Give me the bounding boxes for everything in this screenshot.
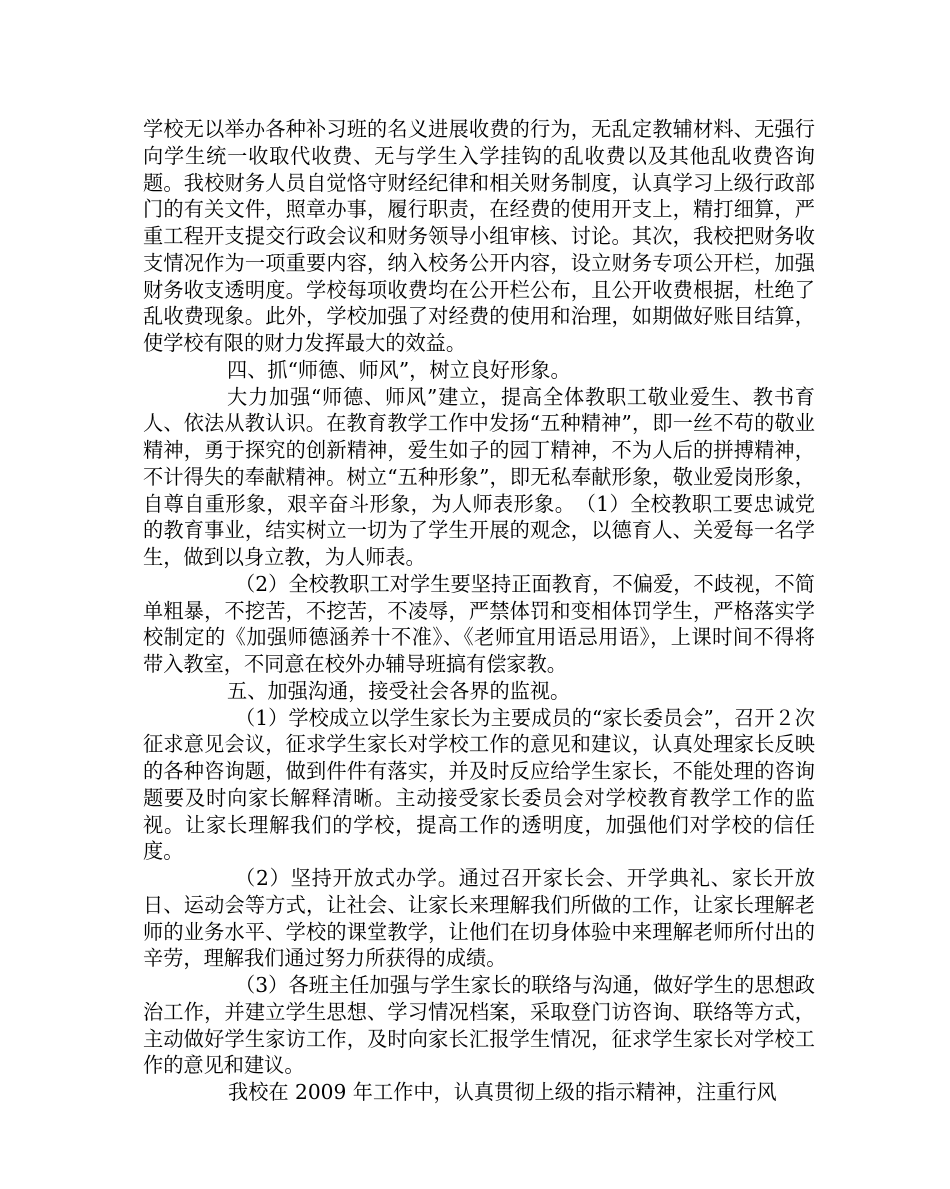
paragraph-ethics-item-2: （2）全校教职工对学生要坚持正面教育，不偏爱，不歧视，不简单粗暴，不挖苦，不挖苦，不凌辱，严禁体罚和变相体罚学生，严格落实学校制定的《加强师德涵养十不准》、《老师宜用语忌用语》，上课时间不得将带入教室，不同意在校外办辅导班搞有偿家教。: [143, 571, 815, 676]
section-heading-communication: 五、加强沟通，接受社会各界的监视。: [227, 678, 571, 703]
document-body: [143, 116, 815, 1106]
section-heading-ethics: 四、抓“师德、师风”，树立良好形象。: [227, 357, 571, 382]
paragraph-communication-item-3: （3）各班主任加强与学生家长的联络与沟通，做好学生的思想政治工作，并建立学生思想、学习情况档案，采取登门访咨询、联络等方式，主动做好学生家访工作，及时向家长汇报学生情况，征求学生家长对学校工作的意见和建议。: [143, 973, 815, 1078]
paragraph-ethics: 大力加强“师德、师风”建立，提高全体教职工敬业爱生、教书育人、依法从教认识。在教育教学工作中发扬“五种精神”，即一丝不苟的敬业精神，勇于探究的创新精神，爱生如子的园丁精神，不为人后的拼搏精神，不计得失的奉献精神。树立“五种形象”，即无私奉献形象，敬业爱岗形象，自尊自重形象，艰辛奋斗形象，为人师表形象。 （1）全校教职工要忠诚党的教育事业，结实树立一切为了学生开展的观念，以德育人、关爱每一名学生，做到以身立教，为人师表。: [143, 384, 815, 569]
paragraph-communication-item-1: （1）学校成立以学生家长为主要成员的“家长委员会”，召开２次征求意见会议，征求学生家长对学校工作的意见和建议，认真处理家长反映的各种咨询题，做到件件有落实，并及时反应给学生家长，不能处理的咨询题要及时向家长解释清晰。主动接受家长委员会对学校教育教学工作的监视。让家长理解我们的学校，提高工作的透明度，加强他们对学校的信任度。: [143, 705, 815, 864]
paragraph-communication-item-2: （2）坚持开放式办学。通过召开家长会、开学典礼、家长开放日、运动会等方式，让社会、让家长来理解我们所做的工作，让家长理解老师的业务水平、学校的课堂教学，让他们在切身体验中来理解老师所付出的辛劳，理解我们通过努力所获得的成绩。: [143, 866, 815, 971]
paragraph-conclusion: 我校在 2009 年工作中，认真贯彻上级的指示精神，注重行风: [228, 1080, 777, 1104]
paragraph-finance: 学校无以举办各种补习班的名义进展收费的行为，无乱定教辅材料、无强行向学生统一收取代收费、无与学生入学挂钩的乱收费以及其他乱收费咨询题。我校财务人员自觉恪守财经纪律和相关财务制度，认真学习上级行政部门的有关文件，照章办事，履行职责，在经费的使用开支上，精打细算，严重工程开支提交行政会议和财务领导小组审核、讨论。其次，我校把财务收支情况作为一项重要内容，纳入校务公开内容，设立财务专项公开栏，加强财务收支透明度。学校每项收费均在公开栏公布，且公开收费根据，杜绝了乱收费现象。此外，学校加强了对经费的使用和治理，如期做好账目结算，使学校有限的财力发挥最大的效益。: [143, 117, 815, 355]
